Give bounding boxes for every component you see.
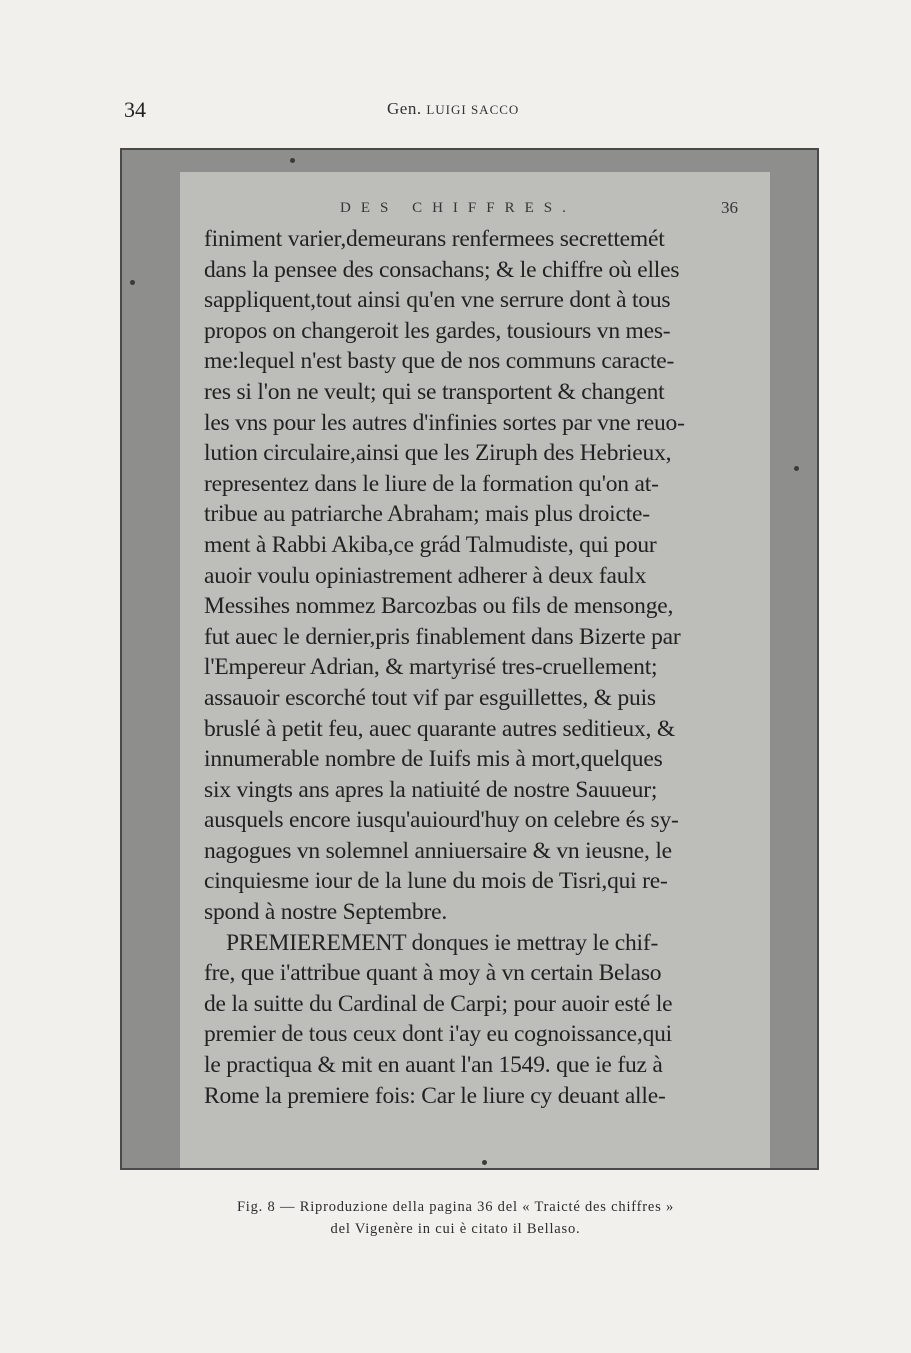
text-line: l'Empereur Adrian, & martyrisé tres-cruellement; [204, 654, 658, 681]
text-line: fut auec le dernier,pris finablement dans Bizerte par [204, 623, 681, 650]
running-head [387, 99, 519, 119]
text-line: me:lequel n'est basty que de nos communs caracte- [204, 348, 675, 375]
text-line: le practiqua & mit en auant l'an 1549. que ie fuz à [204, 1052, 663, 1079]
reproduced-page-number: 36 [721, 198, 738, 217]
text-line: ausquels encore iusqu'auiourd'huy on celebre és sy- [204, 807, 679, 834]
reproduced-text-block [204, 224, 724, 1111]
figure-caption [0, 1196, 911, 1240]
text-line: representez dans le liure de la formation qu'on at- [204, 470, 659, 497]
text-line: les vns pour les autres d'infinies sortes par vne reuo- [204, 409, 685, 436]
text-line: sappliquent,tout ainsi qu'en vne serrure dont à tous [204, 287, 671, 314]
text-line: Messihes nommez Barcozbas ou fils de mensonge, [204, 593, 674, 620]
figure-plate [120, 148, 819, 1170]
text-line: propos on changeroit les gardes, tousiours vn mes- [204, 317, 671, 344]
text-line: assauoir escorché tout vif par esguillettes, & puis [204, 684, 656, 711]
text-line: fre, que i'attribue quant à moy à vn certain Belaso [204, 960, 662, 987]
page-number: 34 [124, 97, 146, 122]
text-line: spond à nostre Septembre. [204, 899, 448, 926]
text-line: lution circulaire,ainsi que les Ziruph des Hebrieux, [204, 440, 672, 467]
plate-speck [482, 1160, 487, 1165]
text-line: tribue au patriarche Abraham; mais plus droicte- [204, 501, 650, 528]
reproduced-running-head: DES CHIFFRES. [340, 200, 576, 216]
text-line: finiment varier,demeurans renfermees secrettemét [204, 226, 665, 252]
text-line: ment à Rabbi Akiba,ce grád Talmudiste, qui pour [204, 531, 657, 558]
text-line: res si l'on ne veult; qui se transportent & changent [204, 378, 665, 405]
plate-speck [794, 466, 799, 471]
plate-speck [130, 280, 135, 285]
text-line: Rome la premiere fois: Car le liure cy deuant alle- [204, 1082, 666, 1109]
text-line: auoir voulu opiniastrement adherer à deux faulx [204, 562, 647, 589]
text-line: six vingts ans apres la natiuité de nostre Sauueur; [204, 776, 658, 803]
text-line: cinquiesme iour de la lune du mois de Tisri,qui re- [204, 868, 668, 895]
reproduced-page [180, 172, 770, 1170]
caption-line-2: del Vigenère in cui è citato il Bellaso. [330, 1221, 581, 1237]
author-prefix: Gen. [387, 99, 427, 118]
text-line: premier de tous ceux dont i'ay eu cognoissance,qui [204, 1021, 673, 1048]
text-line: PREMIEREMENT donques ie mettray le chif- [226, 929, 659, 956]
text-line: de la suitte du Cardinal de Carpi; pour auoir esté le [204, 990, 673, 1017]
caption-line-1: Fig. 8 — Riproduzione della pagina 36 del « Traicté des chiffres » [236, 1199, 675, 1215]
text-line: bruslé à petit feu, auec quarante autres seditieux, & [204, 715, 675, 742]
text-line: nagogues vn solemnel anniuersaire & vn ieusne, le [204, 837, 672, 864]
text-line: innumerable nombre de Iuifs mis à mort,quelques [204, 746, 663, 773]
text-line: dans la pensee des consachans; & le chiffre où elles [204, 256, 680, 283]
plate-speck [290, 158, 295, 163]
author-name: LUIGI SACCO [426, 102, 520, 117]
